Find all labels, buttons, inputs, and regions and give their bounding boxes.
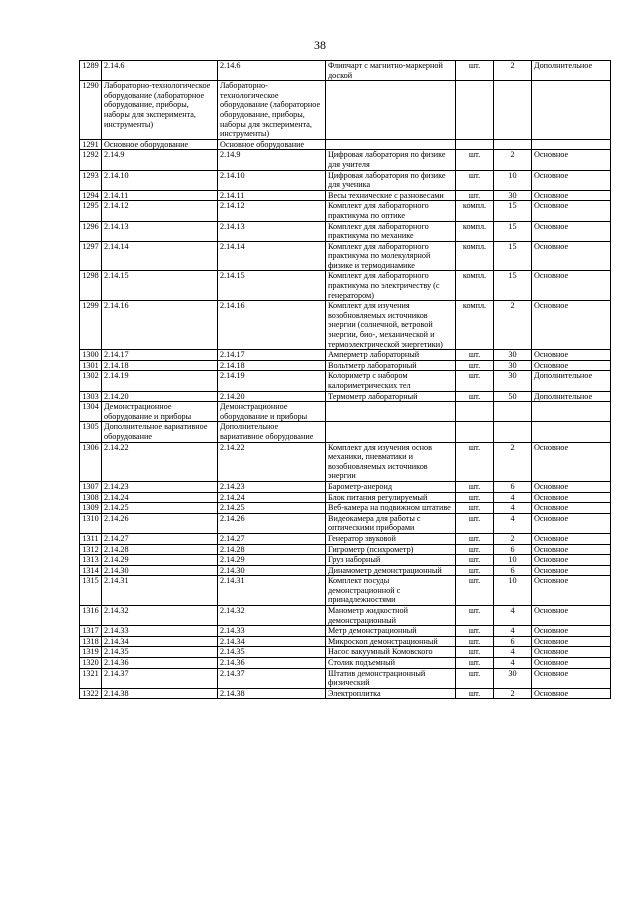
section-code-cell: 2.14.20 (102, 391, 218, 402)
row-number-cell: 1309 (80, 503, 102, 514)
row-number-cell: 1290 (80, 81, 102, 140)
quantity-cell: 15 (494, 241, 532, 271)
equipment-type-cell: Дополнительное (532, 61, 611, 81)
item-name-cell: Флипчарт с магнитно-маркерной доской (326, 61, 456, 81)
row-number-cell: 1298 (80, 271, 102, 301)
equipment-type-cell: Основное (532, 576, 611, 606)
row-number-cell: 1305 (80, 422, 102, 442)
item-name-cell (326, 402, 456, 422)
section-code-2-cell: 2.14.9 (218, 150, 326, 170)
section-code-cell: Демонстрационное оборудование и приборы (102, 402, 218, 422)
section-code-2-cell: 2.14.14 (218, 241, 326, 271)
unit-cell: шт. (456, 492, 494, 503)
quantity-cell (494, 81, 532, 140)
equipment-type-cell (532, 81, 611, 140)
row-number-cell: 1296 (80, 221, 102, 241)
equipment-type-cell: Основное (532, 513, 611, 533)
row-number-cell: 1315 (80, 576, 102, 606)
section-code-2-cell: 2.14.37 (218, 668, 326, 688)
equipment-type-cell: Основное (532, 360, 611, 371)
unit-cell: шт. (456, 636, 494, 647)
section-code-2-cell: 2.14.15 (218, 271, 326, 301)
row-number-cell: 1294 (80, 190, 102, 201)
row-number-cell: 1301 (80, 360, 102, 371)
equipment-type-cell: Основное (532, 658, 611, 669)
equipment-type-cell: Основное (532, 668, 611, 688)
row-number-cell: 1314 (80, 565, 102, 576)
unit-cell (456, 402, 494, 422)
item-name-cell (326, 81, 456, 140)
section-code-2-cell: 2.14.20 (218, 391, 326, 402)
table-row (80, 402, 611, 422)
section-code-2-cell: 2.14.24 (218, 492, 326, 503)
section-code-cell: Основное оборудование (102, 139, 218, 150)
table-row (80, 391, 611, 402)
quantity-cell: 50 (494, 391, 532, 402)
unit-cell: шт. (456, 350, 494, 361)
row-number-cell: 1291 (80, 139, 102, 150)
quantity-cell: 2 (494, 442, 532, 481)
unit-cell: шт. (456, 442, 494, 481)
section-code-cell: 2.14.13 (102, 221, 218, 241)
table-row (80, 301, 611, 350)
quantity-cell: 10 (494, 576, 532, 606)
unit-cell: шт. (456, 544, 494, 555)
table-row (80, 241, 611, 271)
equipment-type-cell: Основное (532, 688, 611, 699)
table-row (80, 658, 611, 669)
section-code-cell: 2.14.15 (102, 271, 218, 301)
unit-cell: шт. (456, 61, 494, 81)
item-name-cell: Электроплитка (326, 688, 456, 699)
item-name-cell: Комплект для изучения возобновляемых источников энергии (солнечной, ветровой энергии, био-, механической и термоэлектрической энергетики) (326, 301, 456, 350)
row-number-cell: 1304 (80, 402, 102, 422)
unit-cell (456, 422, 494, 442)
row-number-cell: 1307 (80, 481, 102, 492)
table-row (80, 371, 611, 391)
row-number-cell: 1322 (80, 688, 102, 699)
item-name-cell: Комплект для лабораторного практикума по механике (326, 221, 456, 241)
quantity-cell: 2 (494, 688, 532, 699)
equipment-type-cell: Основное (532, 442, 611, 481)
row-number-cell: 1321 (80, 668, 102, 688)
row-number-cell: 1312 (80, 544, 102, 555)
equipment-type-cell: Основное (532, 606, 611, 626)
section-code-2-cell: 2.14.31 (218, 576, 326, 606)
quantity-cell: 4 (494, 626, 532, 637)
item-name-cell: Манометр жидкостной демонстрационный (326, 606, 456, 626)
section-code-cell: 2.14.37 (102, 668, 218, 688)
item-name-cell: Комплект для лабораторного практикума по молекулярной физике и термодинамике (326, 241, 456, 271)
quantity-cell (494, 139, 532, 150)
table-row (80, 513, 611, 533)
unit-cell: шт. (456, 555, 494, 566)
equipment-type-cell: Основное (532, 503, 611, 514)
section-code-2-cell: 2.14.18 (218, 360, 326, 371)
row-number-cell: 1318 (80, 636, 102, 647)
section-code-cell: 2.14.9 (102, 150, 218, 170)
equipment-type-cell: Дополнительное (532, 391, 611, 402)
section-code-cell: Дополнительное вариативное оборудование (102, 422, 218, 442)
quantity-cell: 4 (494, 658, 532, 669)
section-code-2-cell: 2.14.28 (218, 544, 326, 555)
quantity-cell: 30 (494, 350, 532, 361)
section-code-cell: 2.14.24 (102, 492, 218, 503)
item-name-cell: Комплект для изучения основ механики, пневматики и возобновляемых источников энергии (326, 442, 456, 481)
unit-cell: шт. (456, 391, 494, 402)
section-code-2-cell: 2.14.19 (218, 371, 326, 391)
quantity-cell: 30 (494, 371, 532, 391)
equipment-type-cell: Основное (532, 636, 611, 647)
section-code-cell: 2.14.10 (102, 170, 218, 190)
equipment-type-cell: Основное (532, 271, 611, 301)
table-row (80, 555, 611, 566)
item-name-cell: Видеокамера для работы с оптическими приборами (326, 513, 456, 533)
section-code-cell: 2.14.18 (102, 360, 218, 371)
quantity-cell: 6 (494, 544, 532, 555)
equipment-type-cell: Дополнительное (532, 371, 611, 391)
table-row (80, 668, 611, 688)
row-number-cell: 1311 (80, 533, 102, 544)
item-name-cell: Метр демонстрационный (326, 626, 456, 637)
row-number-cell: 1310 (80, 513, 102, 533)
item-name-cell: Груз наборный (326, 555, 456, 566)
section-code-2-cell: Основное оборудование (218, 139, 326, 150)
row-number-cell: 1293 (80, 170, 102, 190)
unit-cell: компл. (456, 221, 494, 241)
quantity-cell: 6 (494, 481, 532, 492)
section-code-cell: 2.14.32 (102, 606, 218, 626)
quantity-cell: 4 (494, 513, 532, 533)
section-code-2-cell: 2.14.32 (218, 606, 326, 626)
section-code-cell: Лабораторно-технологическое оборудование (лабораторное оборудование, приборы, наборы для эксперимента, инструменты) (102, 81, 218, 140)
equipment-type-cell (532, 402, 611, 422)
section-code-cell: 2.14.23 (102, 481, 218, 492)
item-name-cell: Столик подъемный (326, 658, 456, 669)
quantity-cell: 15 (494, 271, 532, 301)
section-code-2-cell: 2.14.33 (218, 626, 326, 637)
row-number-cell: 1299 (80, 301, 102, 350)
row-number-cell: 1292 (80, 150, 102, 170)
item-name-cell (326, 139, 456, 150)
item-name-cell: Вольтметр лабораторный (326, 360, 456, 371)
section-code-cell: 2.14.38 (102, 688, 218, 699)
item-name-cell: Колориметр с набором калориметрических тел (326, 371, 456, 391)
table-row (80, 170, 611, 190)
section-code-2-cell: Дополнительное вариативное оборудование (218, 422, 326, 442)
equipment-type-cell: Основное (532, 221, 611, 241)
table-row (80, 150, 611, 170)
table-row (80, 201, 611, 221)
section-code-cell: 2.14.14 (102, 241, 218, 271)
item-name-cell: Насос вакуумный Комовского (326, 647, 456, 658)
quantity-cell: 4 (494, 647, 532, 658)
table-row (80, 360, 611, 371)
item-name-cell (326, 422, 456, 442)
section-code-2-cell: 2.14.34 (218, 636, 326, 647)
item-name-cell: Амперметр лабораторный (326, 350, 456, 361)
unit-cell: шт. (456, 150, 494, 170)
unit-cell: шт. (456, 576, 494, 606)
row-number-cell: 1289 (80, 61, 102, 81)
quantity-cell: 2 (494, 301, 532, 350)
unit-cell: шт. (456, 626, 494, 637)
row-number-cell: 1319 (80, 647, 102, 658)
item-name-cell: Микроскоп демонстрационный (326, 636, 456, 647)
table-row (80, 221, 611, 241)
section-code-cell: 2.14.17 (102, 350, 218, 361)
unit-cell: шт. (456, 565, 494, 576)
item-name-cell: Комплект для лабораторного практикума по электричеству (с генератором) (326, 271, 456, 301)
row-number-cell: 1308 (80, 492, 102, 503)
equipment-type-cell: Основное (532, 565, 611, 576)
table-row (80, 81, 611, 140)
section-code-2-cell: 2.14.10 (218, 170, 326, 190)
unit-cell: шт. (456, 533, 494, 544)
quantity-cell: 4 (494, 503, 532, 514)
section-code-2-cell: 2.14.27 (218, 533, 326, 544)
quantity-cell: 30 (494, 668, 532, 688)
row-number-cell: 1316 (80, 606, 102, 626)
section-code-cell: 2.14.25 (102, 503, 218, 514)
row-number-cell: 1303 (80, 391, 102, 402)
table-row (80, 190, 611, 201)
equipment-type-cell: Основное (532, 301, 611, 350)
unit-cell: шт. (456, 606, 494, 626)
section-code-cell: 2.14.12 (102, 201, 218, 221)
row-number-cell: 1317 (80, 626, 102, 637)
table-row (80, 492, 611, 503)
unit-cell (456, 81, 494, 140)
quantity-cell: 2 (494, 61, 532, 81)
table-row (80, 688, 611, 699)
item-name-cell: Весы технические с разновесами (326, 190, 456, 201)
section-code-2-cell: 2.14.17 (218, 350, 326, 361)
section-code-2-cell: 2.14.13 (218, 221, 326, 241)
item-name-cell: Блок питания регулируемый (326, 492, 456, 503)
row-number-cell: 1302 (80, 371, 102, 391)
section-code-cell: 2.14.6 (102, 61, 218, 81)
section-code-cell: 2.14.27 (102, 533, 218, 544)
row-number-cell: 1313 (80, 555, 102, 566)
table-row (80, 606, 611, 626)
item-name-cell: Термометр лабораторный (326, 391, 456, 402)
section-code-2-cell: Лабораторно-технологическое оборудование (лабораторное оборудование, приборы, наборы для эксперимента, инструменты) (218, 81, 326, 140)
unit-cell: шт. (456, 688, 494, 699)
quantity-cell: 4 (494, 606, 532, 626)
unit-cell: шт. (456, 668, 494, 688)
quantity-cell: 2 (494, 533, 532, 544)
unit-cell: компл. (456, 241, 494, 271)
quantity-cell: 15 (494, 221, 532, 241)
section-code-2-cell: 2.14.23 (218, 481, 326, 492)
equipment-type-cell: Основное (532, 533, 611, 544)
section-code-cell: 2.14.28 (102, 544, 218, 555)
row-number-cell: 1320 (80, 658, 102, 669)
table-row (80, 533, 611, 544)
equipment-type-cell: Основное (532, 150, 611, 170)
equipment-type-cell: Основное (532, 544, 611, 555)
item-name-cell: Цифровая лаборатория по физике для учителя (326, 150, 456, 170)
quantity-cell (494, 422, 532, 442)
unit-cell: шт. (456, 647, 494, 658)
section-code-2-cell: 2.14.29 (218, 555, 326, 566)
unit-cell: шт. (456, 371, 494, 391)
page-number: 38 (314, 38, 326, 52)
quantity-cell: 10 (494, 555, 532, 566)
item-name-cell: Гигрометр (психрометр) (326, 544, 456, 555)
table-row (80, 544, 611, 555)
equipment-type-cell: Основное (532, 555, 611, 566)
quantity-cell: 30 (494, 190, 532, 201)
section-code-2-cell: 2.14.38 (218, 688, 326, 699)
quantity-cell: 6 (494, 636, 532, 647)
unit-cell: компл. (456, 301, 494, 350)
table-row (80, 61, 611, 81)
item-name-cell: Комплект посуды демонстрационной с принадлежностями (326, 576, 456, 606)
section-code-2-cell: 2.14.16 (218, 301, 326, 350)
equipment-type-cell: Основное (532, 350, 611, 361)
quantity-cell: 2 (494, 150, 532, 170)
item-name-cell: Штатив демонстрационный физический (326, 668, 456, 688)
equipment-type-cell: Основное (532, 647, 611, 658)
section-code-cell: 2.14.19 (102, 371, 218, 391)
table-row (80, 271, 611, 301)
quantity-cell: 15 (494, 201, 532, 221)
section-code-cell: 2.14.36 (102, 658, 218, 669)
quantity-cell (494, 402, 532, 422)
unit-cell (456, 139, 494, 150)
table-row (80, 442, 611, 481)
table-row (80, 481, 611, 492)
equipment-table (79, 60, 611, 699)
table-row (80, 503, 611, 514)
unit-cell: шт. (456, 170, 494, 190)
section-code-2-cell: 2.14.25 (218, 503, 326, 514)
item-name-cell: Динамометр демонстрационный (326, 565, 456, 576)
item-name-cell: Веб-камера на подвижном штативе (326, 503, 456, 514)
equipment-type-cell: Основное (532, 241, 611, 271)
row-number-cell: 1300 (80, 350, 102, 361)
section-code-cell: 2.14.33 (102, 626, 218, 637)
section-code-cell: 2.14.26 (102, 513, 218, 533)
unit-cell: шт. (456, 360, 494, 371)
equipment-type-cell: Основное (532, 201, 611, 221)
section-code-2-cell: 2.14.11 (218, 190, 326, 201)
quantity-cell: 6 (494, 565, 532, 576)
section-code-cell: 2.14.29 (102, 555, 218, 566)
table-row (80, 139, 611, 150)
equipment-type-cell: Основное (532, 190, 611, 201)
table-row (80, 576, 611, 606)
section-code-2-cell: Демонстрационное оборудование и приборы (218, 402, 326, 422)
section-code-2-cell: 2.14.26 (218, 513, 326, 533)
item-name-cell: Генератор звуковой (326, 533, 456, 544)
row-number-cell: 1297 (80, 241, 102, 271)
section-code-cell: 2.14.30 (102, 565, 218, 576)
row-number-cell: 1295 (80, 201, 102, 221)
unit-cell: шт. (456, 513, 494, 533)
equipment-type-cell (532, 139, 611, 150)
table-row (80, 647, 611, 658)
section-code-cell: 2.14.11 (102, 190, 218, 201)
table-row (80, 422, 611, 442)
unit-cell: компл. (456, 201, 494, 221)
quantity-cell: 4 (494, 492, 532, 503)
unit-cell: шт. (456, 503, 494, 514)
section-code-cell: 2.14.35 (102, 647, 218, 658)
section-code-cell: 2.14.22 (102, 442, 218, 481)
equipment-type-cell: Основное (532, 492, 611, 503)
item-name-cell: Цифровая лаборатория по физике для ученика (326, 170, 456, 190)
quantity-cell: 30 (494, 360, 532, 371)
section-code-2-cell: 2.14.36 (218, 658, 326, 669)
section-code-cell: 2.14.34 (102, 636, 218, 647)
section-code-cell: 2.14.16 (102, 301, 218, 350)
equipment-type-cell: Основное (532, 170, 611, 190)
quantity-cell: 10 (494, 170, 532, 190)
equipment-type-cell: Основное (532, 626, 611, 637)
section-code-2-cell: 2.14.6 (218, 61, 326, 81)
table-row (80, 350, 611, 361)
equipment-type-cell (532, 422, 611, 442)
unit-cell: шт. (456, 658, 494, 669)
section-code-2-cell: 2.14.12 (218, 201, 326, 221)
unit-cell: компл. (456, 271, 494, 301)
table-row (80, 565, 611, 576)
section-code-2-cell: 2.14.22 (218, 442, 326, 481)
item-name-cell: Комплект для лабораторного практикума по оптике (326, 201, 456, 221)
equipment-type-cell: Основное (532, 481, 611, 492)
row-number-cell: 1306 (80, 442, 102, 481)
section-code-2-cell: 2.14.35 (218, 647, 326, 658)
section-code-2-cell: 2.14.30 (218, 565, 326, 576)
table-row (80, 636, 611, 647)
item-name-cell: Барометр-анероид (326, 481, 456, 492)
section-code-cell: 2.14.31 (102, 576, 218, 606)
unit-cell: шт. (456, 190, 494, 201)
unit-cell: шт. (456, 481, 494, 492)
table-row (80, 626, 611, 637)
